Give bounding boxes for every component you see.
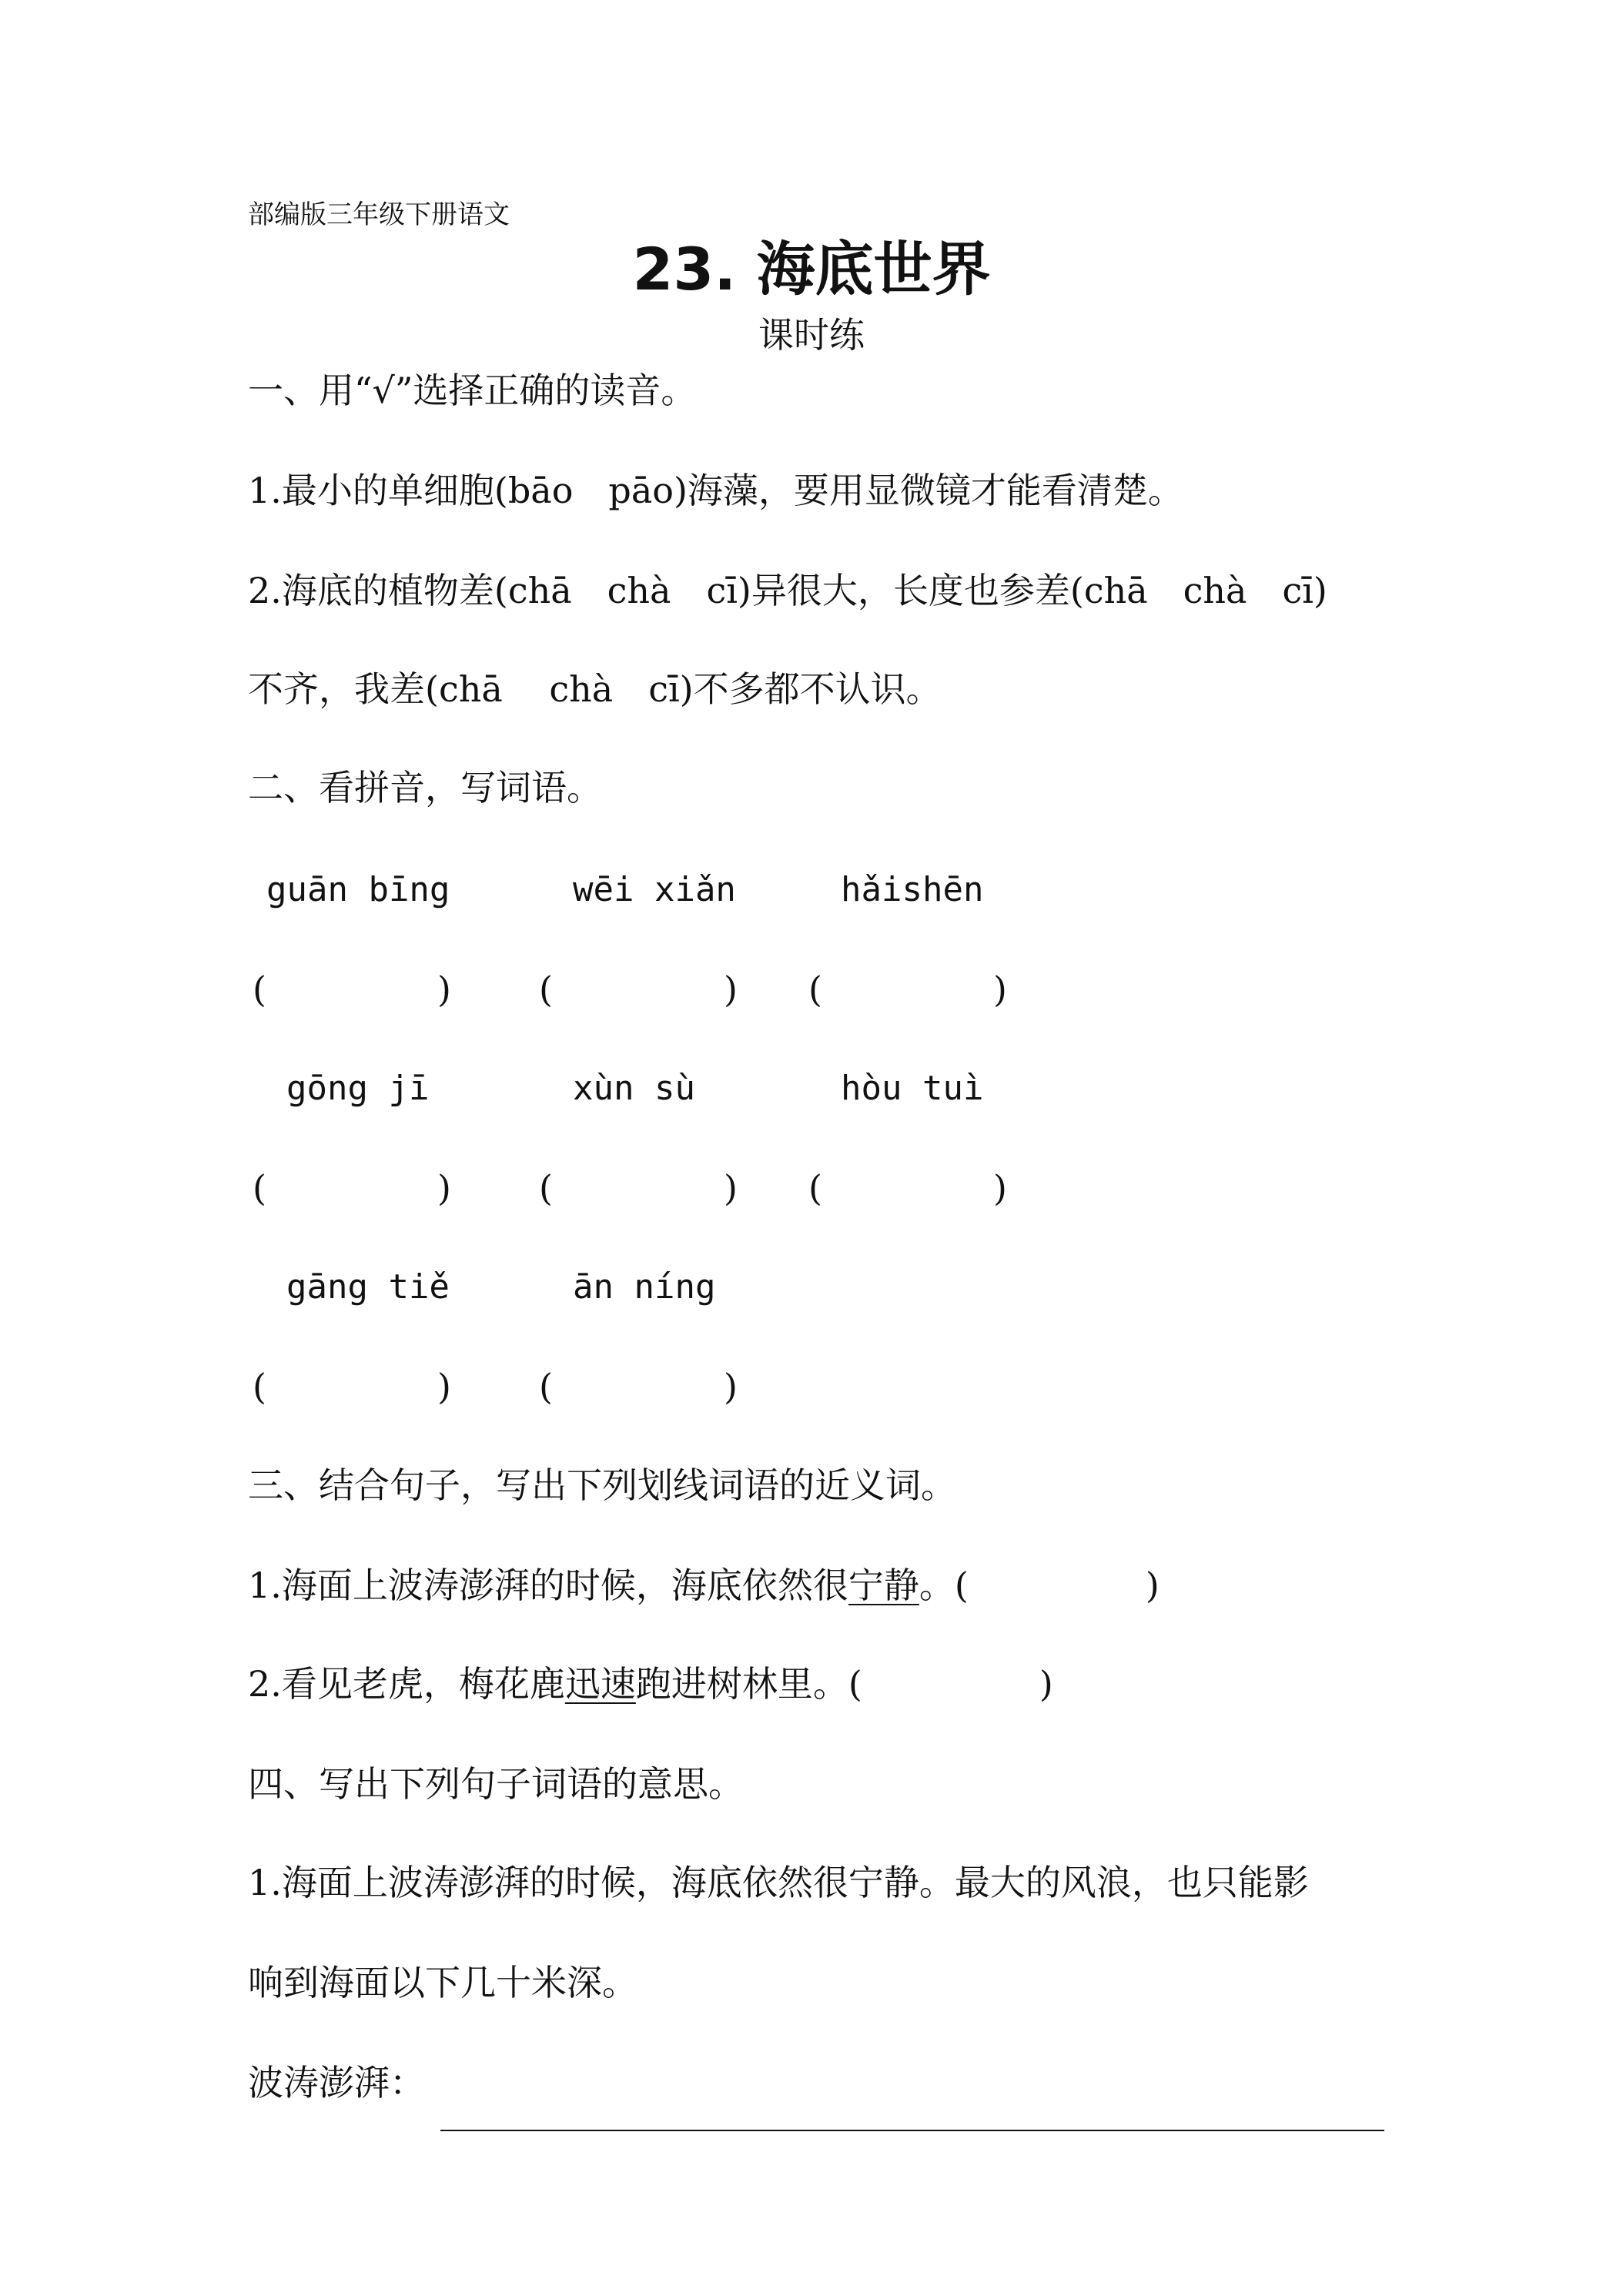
pinyin-hou-tui: hòu tuì	[841, 1069, 984, 1108]
answer-blank-close: )	[993, 1167, 1007, 1209]
section1-heading: 一、用“√”选择正确的读音。	[248, 370, 697, 411]
section3-q2-text: 2.看见老虎，梅花鹿	[248, 1663, 565, 1705]
section1-question-1: 1.最小的单细胞(bāo pāo)海藻，要用显微镜才能看清楚。	[248, 470, 1183, 511]
answer-blank-open: (	[808, 1167, 822, 1209]
answer-blank-open: (	[808, 969, 822, 1010]
pinyin-haishen: hǎishēn	[841, 870, 984, 909]
section4-question-1-line-1: 1.海面上波涛澎湃的时候，海底依然很宁静。最大的风浪，也只能影	[248, 1862, 1309, 1903]
answer-blank-open: (	[253, 1366, 266, 1407]
section3-q2-answer-blank: 跑进树林里。( )	[635, 1663, 1053, 1705]
answer-blank-open: (	[539, 1167, 553, 1209]
pinyin-gong-ji: gōng jī	[286, 1069, 430, 1108]
underlined-word-xunsu: 迅速	[564, 1663, 636, 1705]
answer-blank-close: )	[437, 1167, 451, 1209]
pinyin-gang-tie: gāng tiě	[286, 1267, 450, 1307]
pinyin-an-ning: ān níng	[573, 1267, 716, 1307]
answer-blank-close: )	[437, 969, 451, 1010]
underlined-word-ningjing: 宁静	[848, 1565, 919, 1606]
section3-heading: 三、结合句子，写出下列划线词语的近义词。	[248, 1464, 956, 1506]
answer-blank-close: )	[437, 1366, 451, 1407]
answer-blank-open: (	[253, 1167, 266, 1209]
page-title: 23. 海底世界	[632, 235, 991, 303]
answer-blank-open: (	[539, 1366, 553, 1407]
header-note: 部编版三年级下册语文	[248, 199, 510, 230]
section3-q1-text: 1.海面上波涛澎湃的时候，海底依然很	[248, 1565, 848, 1606]
answer-line	[440, 2130, 1384, 2131]
answer-blank-close: )	[993, 969, 1007, 1010]
answer-blank-open: (	[253, 969, 266, 1010]
term-label: 波涛澎湃：	[248, 2062, 425, 2104]
section4-question-1-line-2: 响到海面以下几十米深。	[248, 1962, 637, 2003]
section1-question-2-line-2: 不齐，我差(chā chà cī)不多都不认识。	[248, 668, 942, 710]
section2-heading: 二、看拼音，写词语。	[248, 767, 602, 808]
pinyin-xun-su: xùn sù	[573, 1069, 695, 1108]
section3-q1-answer-blank: 。( )	[919, 1565, 1160, 1606]
page-subtitle: 课时练	[758, 314, 865, 356]
pinyin-guan-bing: guān bīng	[266, 870, 450, 909]
answer-blank-open: (	[539, 969, 553, 1010]
section1-question-2-line-1: 2.海底的植物差(chā chà cī)异很大，长度也参差(chā chà cī)	[248, 570, 1327, 611]
section4-heading: 四、写出下列句子词语的意思。	[248, 1763, 744, 1805]
answer-blank-close: )	[724, 1366, 738, 1407]
pinyin-wei-xian: wēi xiǎn	[573, 870, 736, 909]
section3-question-1	[248, 1565, 1160, 1606]
answer-blank-close: )	[724, 969, 738, 1010]
answer-blank-close: )	[724, 1167, 738, 1209]
section3-question-2	[248, 1663, 1053, 1705]
